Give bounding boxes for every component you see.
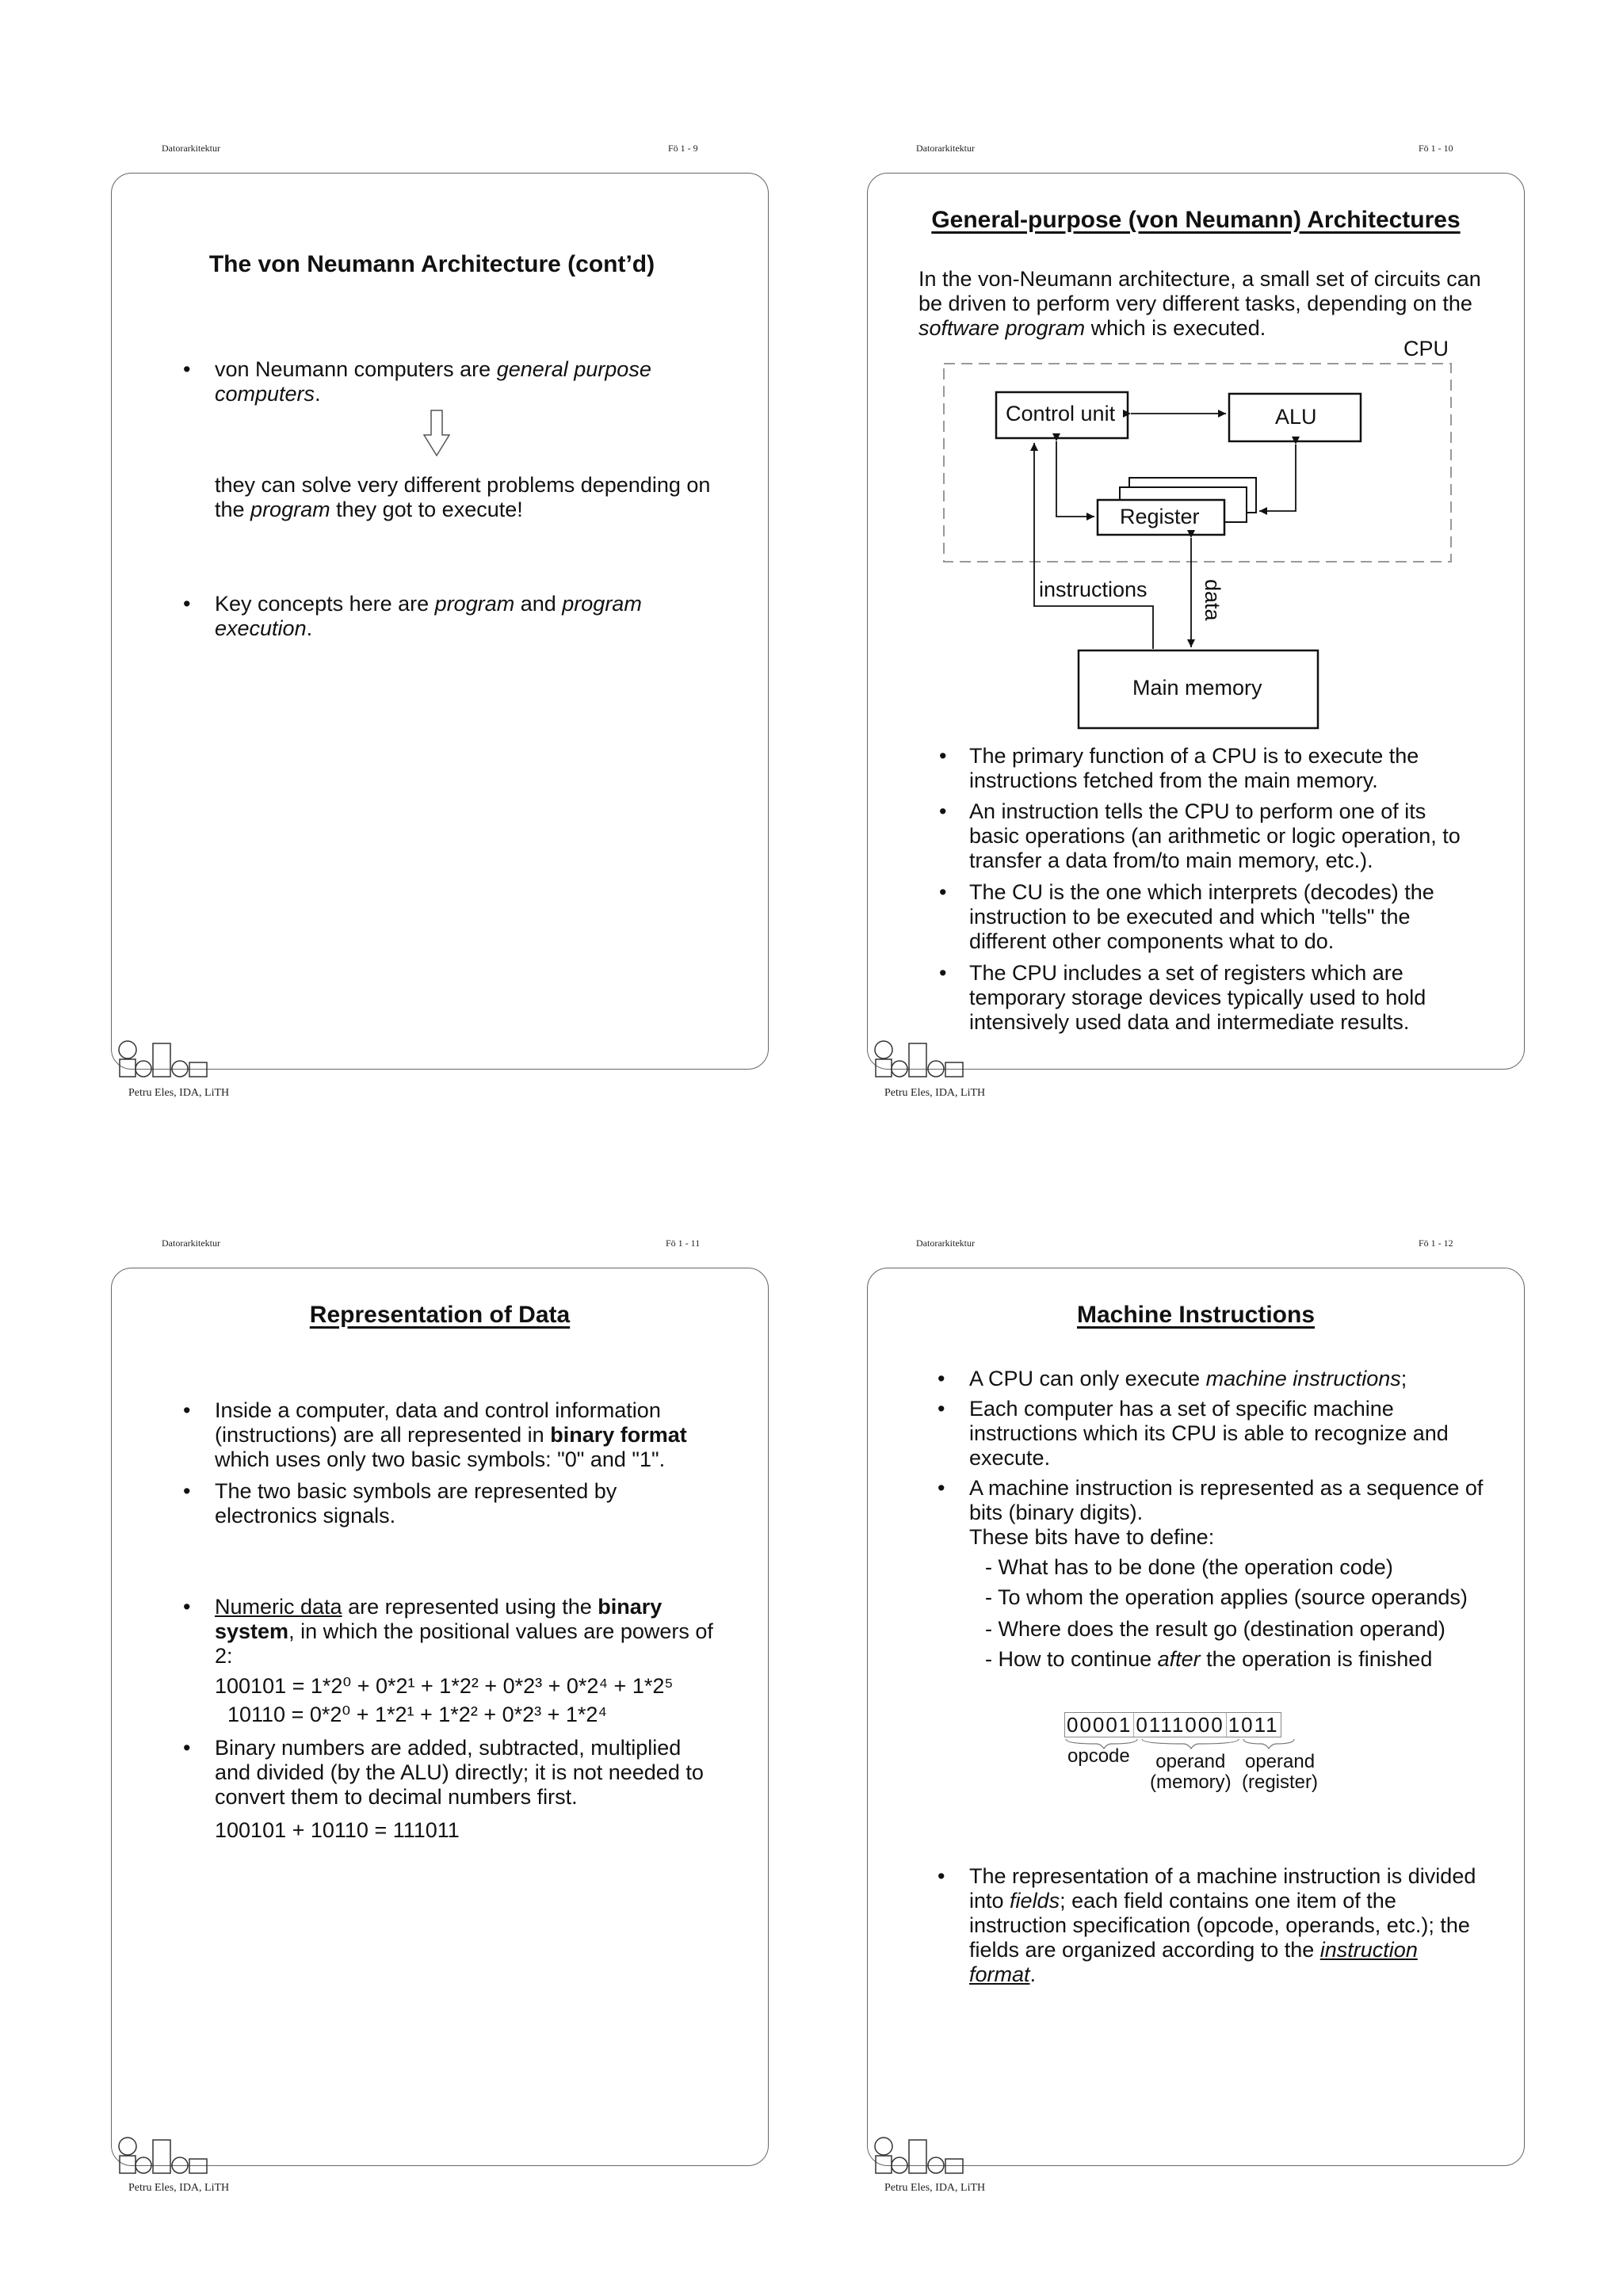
lith-logo-icon — [118, 1040, 213, 1078]
slide-3 — [111, 1268, 769, 2166]
bullet-2: An instruction tells the CPU to perform one of its basic operations (an arithmetic or logic operation, to transfer a data from/to main memory, etc.). — [969, 799, 1461, 872]
equation-2: 10110 = 0*2⁰ + 1*2¹ + 1*2² + 0*2³ + 1*2⁴ — [227, 1703, 608, 1726]
define-item-1: - What has to be done (the operation code) — [985, 1555, 1393, 1579]
bullet-1: • A CPU can only execute machine instructions; — [938, 1367, 1407, 1390]
lith-logo-icon — [874, 1040, 969, 1078]
intro-text: In the von-Neumann architecture, a small set of circuits can be driven to perform very different tasks, depending on the software program which is executed. — [918, 267, 1481, 340]
define-item-2: - To whom the operation applies (source operands) — [985, 1585, 1468, 1609]
header-left-4: Datorarkitektur — [916, 1238, 975, 1249]
bullet-2: • Key concepts here are program and program execution. — [183, 592, 642, 640]
page-number-1: Fö 1 - 9 — [668, 143, 698, 154]
bullet-dot: • — [939, 799, 947, 823]
slide-title: The von Neumann Architecture (cont’d) — [208, 251, 655, 277]
down-arrow-icon — [423, 410, 450, 457]
bullet-3: The CU is the one which interprets (decodes) the instruction to be executed and which "tells" the different other components what to do. — [969, 880, 1434, 953]
bullet-3: • A machine instruction is represented as a sequence of bits (binary digits). These bits have to define: — [938, 1476, 1484, 1549]
instruction-bits — [1064, 1712, 1281, 1737]
instructions-label: instructions — [1039, 578, 1148, 601]
bullet-2: • Each computer has a set of specific machine instructions which its CPU is able to recognize and execute. — [938, 1397, 1449, 1470]
footer-4: Petru Eles, IDA, LiTH — [884, 2182, 986, 2194]
define-item-4: - How to continue after the operation is finished — [985, 1647, 1433, 1671]
cpu-label: CPU — [1403, 337, 1449, 360]
slide-1 — [111, 173, 769, 1070]
page-number-2: Fö 1 - 10 — [1419, 143, 1453, 154]
bullet-4: The CPU includes a set of registers which are temporary storage devices typically used to hold intensively used data and intermediate results. — [969, 961, 1426, 1034]
binary-sum: 100101 + 10110 = 111011 — [215, 1818, 460, 1842]
header-left-2: Datorarkitektur — [916, 143, 975, 154]
bullet-dots: • — [939, 744, 947, 768]
operand-register-label: operand (register) — [1242, 1751, 1319, 1793]
slide-title: General-purpose (von Neumann) Architectures — [931, 207, 1461, 233]
slide-title: Representation of Data — [309, 1302, 571, 1328]
footer-1: Petru Eles, IDA, LiTH — [128, 1087, 230, 1099]
page-number-3: Fö 1 - 11 — [666, 1238, 701, 1249]
von-neumann-diagram — [868, 174, 1526, 744]
bits-opcode: 00001 — [1065, 1713, 1134, 1737]
bullet-1: • von Neumann computers are general purpose computers. — [183, 357, 651, 406]
control-unit-label: Control unit — [1006, 402, 1116, 425]
bits-register: 1011 — [1228, 1713, 1279, 1737]
footer-3: Petru Eles, IDA, LiTH — [128, 2182, 230, 2194]
alu-label: ALU — [1275, 405, 1317, 429]
lith-logo-icon — [874, 2137, 969, 2175]
data-label: data — [1201, 579, 1224, 621]
slide-4 — [867, 1268, 1525, 2166]
slide-title: Machine Instructions — [1076, 1302, 1316, 1328]
consequence-text: they can solve very different problems depending on the program they got to execute! — [215, 473, 711, 521]
instructions-arrow — [1034, 443, 1153, 649]
bullet-3: • Numeric data are represented using the binary system, in which the positional values are powers of 2: — [183, 1595, 713, 1668]
main-memory-label: Main memory — [1132, 676, 1262, 700]
operand-memory-label: operand (memory) — [1150, 1751, 1232, 1793]
equation-1: 100101 = 1*2⁰ + 0*2¹ + 1*2² + 0*2³ + 0*2⁴ + 1*2⁵ — [215, 1674, 674, 1698]
header-left-3: Datorarkitektur — [162, 1238, 220, 1249]
alu-register-arrow — [1259, 444, 1296, 511]
bullet-dot: • — [939, 880, 947, 904]
lith-logo-icon — [118, 2137, 213, 2175]
page-number-4: Fö 1 - 12 — [1419, 1238, 1453, 1249]
bullet-2: • The two basic symbols are represented by electronics signals. — [183, 1479, 617, 1527]
cu-register-arrow — [1056, 441, 1094, 517]
opcode-label: opcode — [1067, 1745, 1130, 1767]
bullet-4: • Binary numbers are added, subtracted, multiplied and divided (by the ALU) directly; it is not needed to convert them to decimal numbers first. — [183, 1736, 704, 1809]
slide-2 — [867, 173, 1525, 1070]
header-left-1: Datorarkitektur — [162, 143, 220, 154]
bits-memory: 0111000 — [1134, 1713, 1226, 1737]
register-label: Register — [1120, 505, 1200, 528]
bullet-1: The primary function of a CPU is to execute the instructions fetched from the main memory. — [969, 744, 1419, 792]
bullet-dot: • — [939, 961, 947, 985]
bullet-1: • Inside a computer, data and control information (instructions) are all represented in binary format which uses only two basic symbols: "0" and "1". — [183, 1398, 687, 1471]
footer-2: Petru Eles, IDA, LiTH — [884, 1087, 986, 1099]
bullet-4: • The representation of a machine instruction is divided into fields; each field contains one item of the instruction specification (opcode, operands, etc.); the fields are organized according to the instruction format. — [938, 1864, 1476, 1986]
define-item-3: - Where does the result go (destination operand) — [985, 1617, 1445, 1641]
